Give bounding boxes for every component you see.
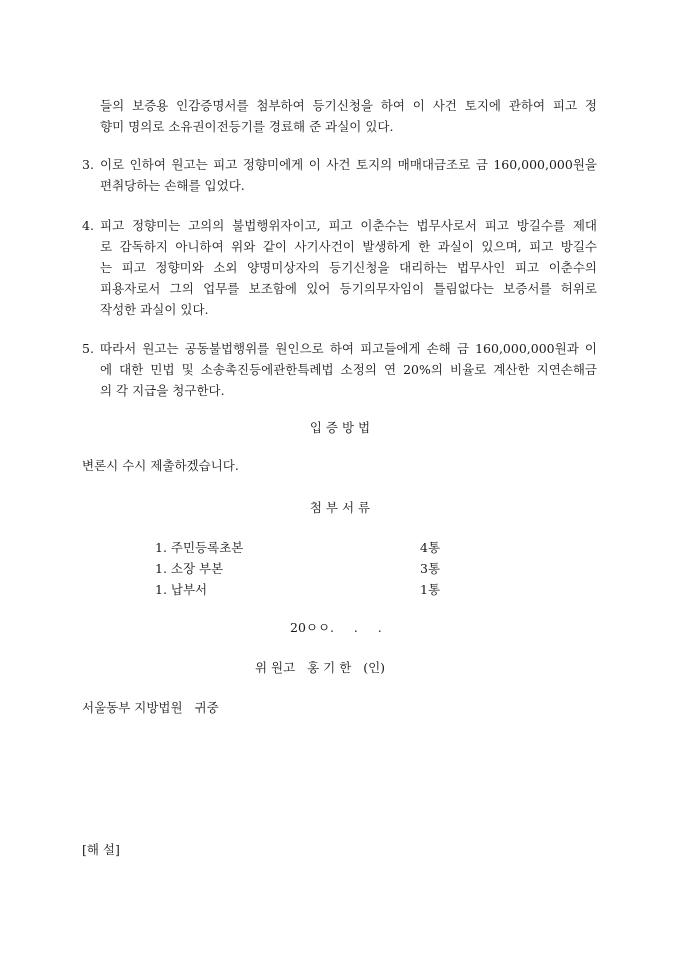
paragraph-5-line: 의 각 지급을 청구한다. — [100, 383, 225, 398]
paragraph-4-line: 작성한 과실이 있다. — [100, 302, 209, 317]
paragraph-4-number: 4. — [82, 218, 94, 233]
paragraph-5-line: 에 대한 민법 및 소송촉진등에관한특례법 소정의 연 20%의 비율로 계산한 지연손해금 — [100, 362, 597, 377]
plaintiff-signature: 위 원고 홍 기 한 (인) — [255, 660, 386, 675]
paragraph-4-line: 는 피고 정향미와 소외 양명미상자의 등기신청을 대리하는 법무사인 피고 이춘수의 — [100, 260, 597, 275]
paragraph-4-line: 로 감독하지 아니하여 위와 같이 사기사건이 발생하게 한 과실이 있으며, 피고 방길수 — [100, 239, 597, 254]
date-line: 20ㅇㅇ. . . — [290, 620, 382, 635]
paragraph-3-line: 이로 인하여 원고는 피고 정향미에게 이 사건 토지의 매매대금조로 금 160,000,000원을 — [100, 157, 597, 172]
commentary-label: [해 설] — [82, 842, 120, 857]
paragraph-5-line: 따라서 원고는 공동불법행위를 원인으로 하여 피고들에게 손해 금 160,000,000원과 이 — [100, 341, 597, 356]
evidence-text: 변론시 수시 제출하겠습니다. — [82, 458, 239, 473]
attachment-item-name: 1. 주민등록초본 — [155, 540, 244, 555]
evidence-heading: 입 증 방 법 — [309, 420, 371, 435]
attachments-heading: 첨 부 서 류 — [309, 500, 371, 515]
attachment-item-count: 3통 — [420, 561, 441, 576]
paragraph-3-line: 편취당하는 손해를 입었다. — [100, 178, 245, 193]
court-addressee: 서울동부 지방법원 귀중 — [82, 700, 219, 715]
paragraph-3-number: 3. — [82, 157, 94, 172]
attachment-item-count: 1통 — [420, 582, 441, 597]
paragraph-4-line: 피고 정향미는 고의의 불법행위자이고, 피고 이춘수는 법무사로서 피고 방길수를 제대 — [100, 218, 597, 233]
paragraph-4-line: 피용자로서 그의 업무를 보조함에 있어 등기의무자임이 틀림없다는 보증서를 허위로 — [100, 281, 597, 296]
attachment-item-name: 1. 소장 부본 — [155, 561, 224, 576]
paragraph-2-line: 향미 명의로 소유권이전등기를 경료해 준 과실이 있다. — [100, 119, 394, 134]
paragraph-5-number: 5. — [82, 341, 94, 356]
attachment-item-name: 1. 납부서 — [155, 582, 208, 597]
paragraph-2-line: 들의 보증용 인감증명서를 첨부하여 등기신청을 하여 이 사건 토지에 관하여 피고 정 — [100, 98, 597, 113]
attachment-item-count: 4통 — [420, 540, 441, 555]
